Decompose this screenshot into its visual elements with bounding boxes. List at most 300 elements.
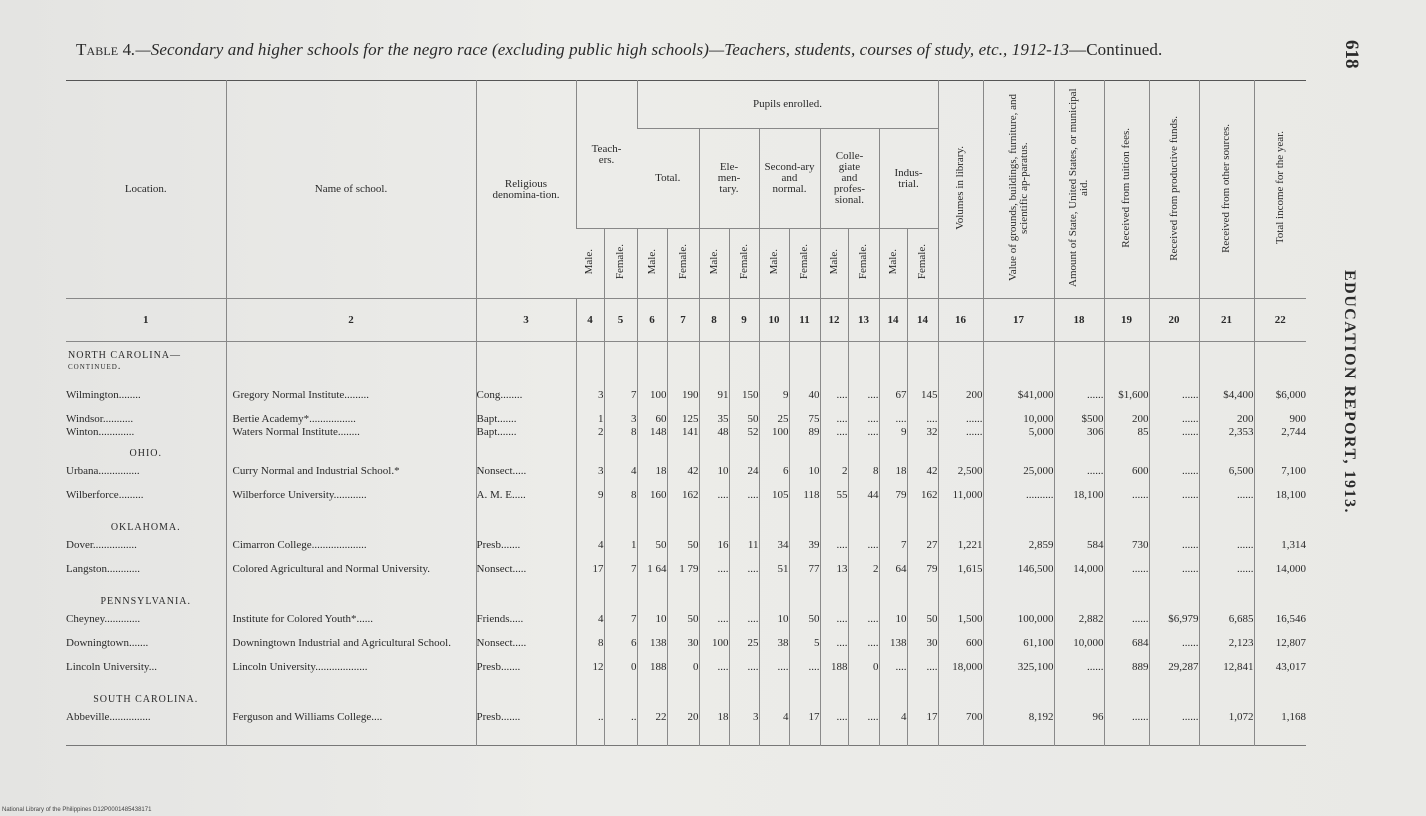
cell-value: 1,168 bbox=[1254, 712, 1306, 736]
cell-value: 700 bbox=[938, 712, 983, 736]
cell-value: 162 bbox=[667, 490, 699, 514]
cell-value: 7,100 bbox=[1254, 466, 1306, 490]
cell-value: 1 bbox=[604, 540, 637, 564]
empty-cell bbox=[1054, 514, 1104, 540]
cell-value: ...... bbox=[1104, 564, 1149, 588]
header-collegiate: Colle-giate and profes-sional. bbox=[820, 129, 879, 229]
cell-value: 118 bbox=[789, 490, 820, 514]
cell-school-name: Colored Agricultural and Normal University. bbox=[226, 564, 476, 588]
cell-value: ...... bbox=[1054, 466, 1104, 490]
empty-cell bbox=[879, 686, 907, 712]
cell-value: 35 bbox=[699, 414, 729, 427]
empty-cell bbox=[699, 686, 729, 712]
cell-value: .... bbox=[848, 614, 879, 638]
cell-value: 8 bbox=[604, 427, 637, 440]
cell-value: 100 bbox=[759, 427, 789, 440]
cell-value: 5 bbox=[789, 638, 820, 662]
cell-value: ...... bbox=[1104, 712, 1149, 736]
empty-cell bbox=[1149, 588, 1199, 614]
empty-cell bbox=[1149, 342, 1199, 390]
cell-value: 6 bbox=[759, 466, 789, 490]
cell-value: 150 bbox=[729, 390, 759, 414]
cell-value: .... bbox=[729, 564, 759, 588]
header-tuition: Received from tuition fees. bbox=[1104, 81, 1149, 299]
cell-value: ...... bbox=[1054, 390, 1104, 414]
cell-value: .... bbox=[759, 662, 789, 686]
empty-cell bbox=[938, 588, 983, 614]
cell-value: 6,500 bbox=[1199, 466, 1254, 490]
empty-cell bbox=[879, 588, 907, 614]
empty-cell bbox=[1254, 588, 1306, 614]
header-pupils-enrolled: Pupils enrolled. bbox=[637, 81, 938, 129]
empty-cell bbox=[66, 736, 226, 746]
column-number: 16 bbox=[938, 299, 983, 342]
cell-location: Wilmington........ bbox=[66, 389, 141, 401]
cell-denomination: Cong........ bbox=[476, 390, 576, 414]
cell-value: 42 bbox=[667, 466, 699, 490]
cell-value: 18,100 bbox=[1054, 490, 1104, 514]
header-volumes: Volumes in library. bbox=[938, 81, 983, 299]
cell-value: 584 bbox=[1054, 540, 1104, 564]
state-heading: NORTH CAROLINA—continued. bbox=[68, 350, 182, 372]
cell-location: Langston............ bbox=[66, 563, 140, 575]
cell-value: 889 bbox=[1104, 662, 1149, 686]
cell-value: ...... bbox=[1054, 662, 1104, 686]
cell-value: 10 bbox=[759, 614, 789, 638]
cell-value: .... bbox=[820, 427, 848, 440]
cell-value: ...... bbox=[938, 427, 983, 440]
empty-cell bbox=[1104, 514, 1149, 540]
column-number: 14 bbox=[907, 299, 938, 342]
empty-cell bbox=[1149, 686, 1199, 712]
empty-cell bbox=[667, 342, 699, 390]
empty-cell bbox=[789, 342, 820, 390]
empty-cell bbox=[729, 588, 759, 614]
empty-cell bbox=[907, 514, 938, 540]
empty-cell bbox=[879, 736, 907, 746]
cell-value: 0 bbox=[604, 662, 637, 686]
empty-cell bbox=[1054, 736, 1104, 746]
cell-value: 1 79 bbox=[667, 564, 699, 588]
header-male: Male. bbox=[699, 229, 729, 299]
empty-cell bbox=[637, 686, 667, 712]
empty-cell bbox=[759, 440, 789, 466]
empty-cell bbox=[226, 686, 476, 712]
cell-value: 7 bbox=[604, 564, 637, 588]
cell-value: 160 bbox=[637, 490, 667, 514]
cell-denomination: Presb....... bbox=[476, 662, 576, 686]
header-location: Location. bbox=[66, 81, 226, 299]
cell-value: 0 bbox=[848, 662, 879, 686]
column-number: 19 bbox=[1104, 299, 1149, 342]
column-number: 3 bbox=[476, 299, 576, 342]
cell-value: 18 bbox=[879, 466, 907, 490]
cell-value: 30 bbox=[667, 638, 699, 662]
schools-table bbox=[66, 80, 1306, 746]
cell-value: 125 bbox=[667, 414, 699, 427]
empty-cell bbox=[938, 440, 983, 466]
cell-school-name: Institute for Colored Youth*...... bbox=[226, 614, 476, 638]
empty-cell bbox=[848, 440, 879, 466]
column-number: 7 bbox=[667, 299, 699, 342]
cell-value: 2 bbox=[848, 564, 879, 588]
column-number: 21 bbox=[1199, 299, 1254, 342]
column-number-row bbox=[66, 299, 1306, 342]
cell-value: 18 bbox=[699, 712, 729, 736]
state-heading: PENNSYLVANIA. bbox=[100, 595, 191, 607]
running-head: EDUCATION REPORT, 1913. bbox=[1341, 270, 1358, 515]
cell-denomination: A. M. E..... bbox=[476, 490, 576, 514]
cell-value: .......... bbox=[983, 490, 1054, 514]
cell-value: $500 bbox=[1054, 414, 1104, 427]
cell-value: 85 bbox=[1104, 427, 1149, 440]
cell-value: 52 bbox=[729, 427, 759, 440]
cell-value: 188 bbox=[637, 662, 667, 686]
cell-value: 684 bbox=[1104, 638, 1149, 662]
empty-cell bbox=[699, 342, 729, 390]
cell-value: 7 bbox=[604, 614, 637, 638]
cell-value: 30 bbox=[907, 638, 938, 662]
cell-value: 2,744 bbox=[1254, 427, 1306, 440]
cell-value: .... bbox=[879, 662, 907, 686]
cell-value: 55 bbox=[820, 490, 848, 514]
cell-value: .. bbox=[604, 712, 637, 736]
cell-denomination: Presb....... bbox=[476, 712, 576, 736]
cell-value: 1,221 bbox=[938, 540, 983, 564]
empty-cell bbox=[637, 588, 667, 614]
header-male: Male. bbox=[820, 229, 848, 299]
cell-value: 600 bbox=[1104, 466, 1149, 490]
empty-cell bbox=[637, 736, 667, 746]
cell-value: 3 bbox=[576, 390, 604, 414]
table-row bbox=[66, 490, 1306, 514]
cell-value: 27 bbox=[907, 540, 938, 564]
cell-value: 18 bbox=[637, 466, 667, 490]
header-industrial: Indus-trial. bbox=[879, 129, 938, 229]
header-name: Name of school. bbox=[226, 81, 476, 299]
state-heading-row bbox=[66, 342, 1306, 390]
empty-cell bbox=[604, 440, 637, 466]
cell-value: .... bbox=[879, 414, 907, 427]
cell-value: 600 bbox=[938, 638, 983, 662]
cell-value: .... bbox=[699, 614, 729, 638]
cell-value: 145 bbox=[907, 390, 938, 414]
empty-cell bbox=[983, 342, 1054, 390]
cell-value: 17 bbox=[907, 712, 938, 736]
empty-cell bbox=[1199, 736, 1254, 746]
cell-value: ...... bbox=[1149, 427, 1199, 440]
cell-value: 14,000 bbox=[1054, 564, 1104, 588]
cell-value: .... bbox=[820, 390, 848, 414]
cell-value: 8 bbox=[848, 466, 879, 490]
empty-cell bbox=[938, 342, 983, 390]
cell-school-name: Ferguson and Williams College.... bbox=[226, 712, 476, 736]
column-number: 8 bbox=[699, 299, 729, 342]
empty-cell bbox=[476, 588, 576, 614]
empty-cell bbox=[226, 440, 476, 466]
cell-value: 4 bbox=[604, 466, 637, 490]
cell-value: 32 bbox=[907, 427, 938, 440]
table-title-main: .—Secondary and higher schools for the negro race (excluding public high schools)—Teachers, students, courses of study, etc., 1912-13 bbox=[131, 40, 1070, 59]
cell-school-name: Cimarron College.................... bbox=[226, 540, 476, 564]
cell-value: 79 bbox=[907, 564, 938, 588]
cell-value: 325,100 bbox=[983, 662, 1054, 686]
cell-value: 12 bbox=[576, 662, 604, 686]
cell-location: Lincoln University... bbox=[66, 661, 157, 673]
cell-school-name: Lincoln University................... bbox=[226, 662, 476, 686]
header-female: Female. bbox=[789, 229, 820, 299]
cell-value: 141 bbox=[667, 427, 699, 440]
cell-value: 25 bbox=[759, 414, 789, 427]
cell-value: .... bbox=[789, 662, 820, 686]
cell-value: 2,123 bbox=[1199, 638, 1254, 662]
header-state-aid: Amount of State, United States, or municipal aid. bbox=[1054, 81, 1104, 299]
table-row bbox=[66, 427, 1306, 440]
empty-cell bbox=[789, 736, 820, 746]
empty-cell bbox=[759, 514, 789, 540]
table-title-suffix: —Continued. bbox=[1069, 40, 1163, 59]
table-row bbox=[66, 466, 1306, 490]
cell-value: 2 bbox=[576, 427, 604, 440]
empty-cell bbox=[637, 440, 667, 466]
column-number: 9 bbox=[729, 299, 759, 342]
empty-cell bbox=[476, 514, 576, 540]
cell-location: Urbana............... bbox=[66, 465, 140, 477]
cell-value: 3 bbox=[576, 466, 604, 490]
cell-value: .... bbox=[699, 490, 729, 514]
header-female: Female. bbox=[604, 229, 637, 299]
cell-value: 188 bbox=[820, 662, 848, 686]
cell-value: 43,017 bbox=[1254, 662, 1306, 686]
cell-value: 10 bbox=[637, 614, 667, 638]
cell-location: Dover................ bbox=[66, 539, 137, 551]
column-number: 5 bbox=[604, 299, 637, 342]
cell-value: 162 bbox=[907, 490, 938, 514]
cell-value: .... bbox=[848, 390, 879, 414]
empty-cell bbox=[1254, 736, 1306, 746]
header-teachers: Teach-ers. bbox=[576, 81, 637, 229]
cell-value: $6,979 bbox=[1149, 614, 1199, 638]
cell-location: Wilberforce......... bbox=[66, 489, 144, 501]
table-row bbox=[66, 564, 1306, 588]
cell-location: Winton............. bbox=[66, 426, 135, 438]
table-row bbox=[66, 414, 1306, 427]
empty-cell bbox=[1254, 686, 1306, 712]
empty-cell bbox=[848, 736, 879, 746]
cell-value: 6 bbox=[604, 638, 637, 662]
empty-cell bbox=[789, 588, 820, 614]
table-row bbox=[66, 614, 1306, 638]
empty-cell bbox=[983, 588, 1054, 614]
table-row bbox=[66, 390, 1306, 414]
empty-cell bbox=[983, 514, 1054, 540]
empty-cell bbox=[576, 342, 604, 390]
cell-value: 24 bbox=[729, 466, 759, 490]
cell-value: .... bbox=[848, 712, 879, 736]
cell-value: 50 bbox=[667, 614, 699, 638]
empty-cell bbox=[848, 514, 879, 540]
cell-value: 79 bbox=[879, 490, 907, 514]
cell-value: 11,000 bbox=[938, 490, 983, 514]
cell-value: 105 bbox=[759, 490, 789, 514]
cell-value: 200 bbox=[1199, 414, 1254, 427]
empty-cell bbox=[848, 588, 879, 614]
cell-value: 44 bbox=[848, 490, 879, 514]
empty-cell bbox=[907, 736, 938, 746]
cell-value: 60 bbox=[637, 414, 667, 427]
empty-cell bbox=[1149, 440, 1199, 466]
cell-value: 0 bbox=[667, 662, 699, 686]
table-row bbox=[66, 540, 1306, 564]
cell-value: 4 bbox=[759, 712, 789, 736]
table-row bbox=[66, 662, 1306, 686]
empty-cell bbox=[1054, 342, 1104, 390]
empty-cell bbox=[983, 686, 1054, 712]
empty-cell bbox=[759, 736, 789, 746]
cell-value: 1,072 bbox=[1199, 712, 1254, 736]
cell-value: 190 bbox=[667, 390, 699, 414]
column-number: 13 bbox=[848, 299, 879, 342]
cell-value: $6,000 bbox=[1254, 390, 1306, 414]
empty-cell bbox=[879, 514, 907, 540]
cell-school-name: Waters Normal Institute........ bbox=[226, 427, 476, 440]
cell-value: 18,000 bbox=[938, 662, 983, 686]
empty-cell bbox=[476, 342, 576, 390]
column-number: 2 bbox=[226, 299, 476, 342]
cell-value: ...... bbox=[1199, 564, 1254, 588]
cell-value: 9 bbox=[879, 427, 907, 440]
cell-value: .... bbox=[699, 564, 729, 588]
cell-value: 18,100 bbox=[1254, 490, 1306, 514]
cell-location: Abbeville............... bbox=[66, 711, 151, 723]
cell-value: 2,353 bbox=[1199, 427, 1254, 440]
cell-value: ...... bbox=[1149, 390, 1199, 414]
empty-cell bbox=[938, 736, 983, 746]
cell-value: 138 bbox=[879, 638, 907, 662]
empty-cell bbox=[759, 686, 789, 712]
cell-value: 3 bbox=[604, 414, 637, 427]
empty-cell bbox=[1104, 342, 1149, 390]
empty-cell bbox=[1254, 440, 1306, 466]
cell-value: 11 bbox=[729, 540, 759, 564]
cell-value: 100,000 bbox=[983, 614, 1054, 638]
cell-location: Cheyney............. bbox=[66, 613, 141, 625]
cell-value: .. bbox=[576, 712, 604, 736]
empty-cell bbox=[729, 342, 759, 390]
empty-cell bbox=[879, 342, 907, 390]
scan-footer: National Library of the Philippines D12P0001485438171 bbox=[2, 807, 152, 813]
cell-denomination: Nonsect..... bbox=[476, 564, 576, 588]
cell-value: 3 bbox=[729, 712, 759, 736]
cell-value: 48 bbox=[699, 427, 729, 440]
empty-cell bbox=[848, 342, 879, 390]
empty-cell bbox=[667, 588, 699, 614]
column-number: 10 bbox=[759, 299, 789, 342]
empty-cell bbox=[848, 686, 879, 712]
cell-value: 200 bbox=[938, 390, 983, 414]
cell-value: 67 bbox=[879, 390, 907, 414]
cell-value: 10,000 bbox=[983, 414, 1054, 427]
cell-denomination: Nonsect..... bbox=[476, 466, 576, 490]
cell-value: .... bbox=[848, 540, 879, 564]
empty-cell bbox=[604, 514, 637, 540]
empty-cell bbox=[1199, 342, 1254, 390]
cell-value: 8,192 bbox=[983, 712, 1054, 736]
header-total-income: Total income for the year. bbox=[1254, 81, 1306, 299]
empty-cell bbox=[699, 736, 729, 746]
column-number: 17 bbox=[983, 299, 1054, 342]
cell-denomination: Bapt....... bbox=[476, 427, 576, 440]
cell-school-name: Curry Normal and Industrial School.* bbox=[226, 466, 476, 490]
header-total: Total. bbox=[637, 129, 699, 229]
cell-value: 730 bbox=[1104, 540, 1149, 564]
empty-cell bbox=[604, 588, 637, 614]
cell-value: 51 bbox=[759, 564, 789, 588]
cell-value: 50 bbox=[667, 540, 699, 564]
empty-cell bbox=[1054, 686, 1104, 712]
cell-value: 10 bbox=[879, 614, 907, 638]
cell-value: ...... bbox=[1149, 490, 1199, 514]
header-elementary: Ele-men-tary. bbox=[699, 129, 759, 229]
column-number: 1 bbox=[66, 299, 226, 342]
cell-value: 7 bbox=[879, 540, 907, 564]
empty-cell bbox=[907, 440, 938, 466]
empty-cell bbox=[820, 588, 848, 614]
empty-cell bbox=[820, 342, 848, 390]
empty-cell bbox=[604, 686, 637, 712]
cell-school-name: Bertie Academy*................. bbox=[226, 414, 476, 427]
header-male: Male. bbox=[637, 229, 667, 299]
empty-cell bbox=[699, 440, 729, 466]
cell-value: .... bbox=[848, 427, 879, 440]
empty-cell bbox=[1199, 686, 1254, 712]
cell-value: 4 bbox=[576, 540, 604, 564]
cell-value: 9 bbox=[576, 490, 604, 514]
empty-cell bbox=[699, 588, 729, 614]
empty-cell bbox=[604, 342, 637, 390]
cell-value: $4,400 bbox=[1199, 390, 1254, 414]
empty-cell bbox=[226, 514, 476, 540]
cell-value: ...... bbox=[1199, 490, 1254, 514]
cell-value: ...... bbox=[1104, 614, 1149, 638]
empty-cell bbox=[1104, 736, 1149, 746]
cell-value: 77 bbox=[789, 564, 820, 588]
cell-value: 146,500 bbox=[983, 564, 1054, 588]
cell-value: 29,287 bbox=[1149, 662, 1199, 686]
empty-cell bbox=[226, 588, 476, 614]
empty-cell bbox=[576, 588, 604, 614]
table-row bbox=[66, 712, 1306, 736]
empty-cell bbox=[1254, 514, 1306, 540]
empty-cell bbox=[729, 736, 759, 746]
empty-cell bbox=[1104, 686, 1149, 712]
empty-cell bbox=[879, 440, 907, 466]
empty-cell bbox=[1199, 440, 1254, 466]
empty-cell bbox=[576, 686, 604, 712]
cell-value: .... bbox=[729, 490, 759, 514]
header-male: Male. bbox=[759, 229, 789, 299]
header-other: Received from other sources. bbox=[1199, 81, 1254, 299]
cell-value: 50 bbox=[907, 614, 938, 638]
column-number: 12 bbox=[820, 299, 848, 342]
cell-value: 89 bbox=[789, 427, 820, 440]
state-heading-row bbox=[66, 514, 1306, 540]
empty-cell bbox=[820, 514, 848, 540]
cell-value: 2,500 bbox=[938, 466, 983, 490]
cell-value: 4 bbox=[879, 712, 907, 736]
empty-cell bbox=[907, 588, 938, 614]
cell-value: 5,000 bbox=[983, 427, 1054, 440]
